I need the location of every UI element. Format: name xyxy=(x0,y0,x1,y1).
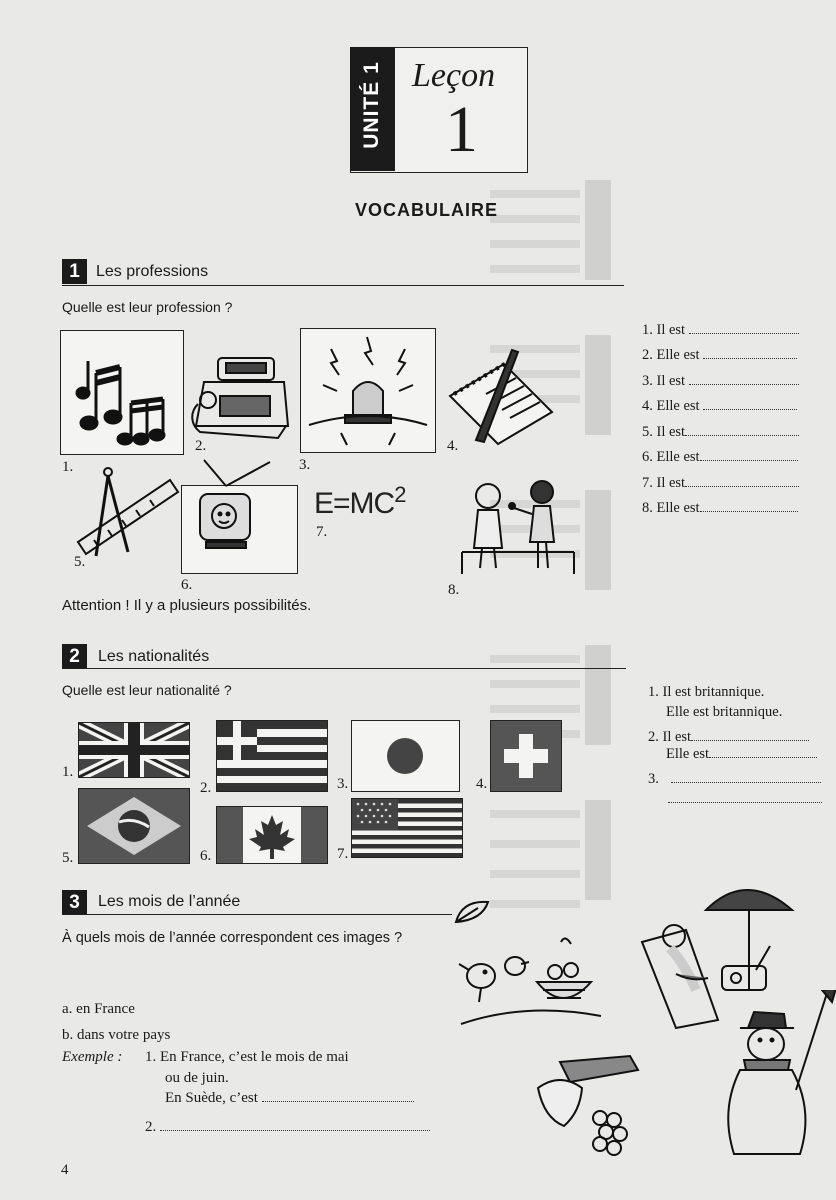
brazil-flag-icon xyxy=(78,788,190,864)
section-3-rule xyxy=(62,914,452,915)
answer-blank[interactable] xyxy=(689,374,799,385)
tv-antenna-icon xyxy=(198,458,278,488)
television-icon xyxy=(182,486,297,573)
picture-number: 8. xyxy=(448,582,460,598)
answer-blank[interactable] xyxy=(685,476,799,487)
answer-blank[interactable] xyxy=(703,399,797,410)
music-notes-icon xyxy=(61,331,183,454)
answer-blank[interactable] xyxy=(689,323,799,334)
nationality-answer-1-line-1: 1. Il est britannique. xyxy=(648,684,765,700)
interview-reporter-icon xyxy=(458,478,578,578)
section-2-question: Quelle est leur nationalité ? xyxy=(62,682,232,698)
picture-number: 6. xyxy=(181,577,193,593)
option-a: a. en France xyxy=(62,1001,135,1017)
siren-picture xyxy=(300,328,436,453)
picture-number: 7. xyxy=(316,524,328,540)
section-1-number: 1 xyxy=(62,259,87,284)
answer-label: 3. xyxy=(648,771,659,787)
picture-number: 2. xyxy=(195,438,207,454)
birds-nest-icon xyxy=(455,930,605,1030)
siren-light-icon xyxy=(301,329,435,452)
page-number: 4 xyxy=(61,1162,69,1178)
usa-flag-icon xyxy=(351,798,463,858)
flag-number: 3. xyxy=(337,776,349,792)
exemple-label: Exemple : xyxy=(62,1049,123,1065)
unite-label-bar xyxy=(350,47,395,171)
picture-number: 3. xyxy=(299,457,311,473)
page-title: VOCABULAIRE xyxy=(355,200,499,220)
flag-number: 4. xyxy=(476,776,488,792)
nationality-answer-2-line-2 xyxy=(666,746,817,763)
flag-number: 5. xyxy=(62,850,74,866)
answer-label: Elle est xyxy=(666,746,710,762)
answer-label: 1. Il est xyxy=(642,322,686,338)
profession-answer-4 xyxy=(642,398,797,415)
answer-label: 7. Il est xyxy=(642,475,686,491)
answer-blank[interactable] xyxy=(691,730,809,741)
japan-flag-icon xyxy=(351,720,460,792)
nationality-answer-1-line-2: Elle est britannique. xyxy=(666,704,783,720)
snowman-icon xyxy=(700,990,836,1160)
profession-answer-1 xyxy=(642,322,799,339)
profession-answer-3 xyxy=(642,373,799,390)
answer-blank[interactable] xyxy=(703,348,797,359)
formula-exponent: 2 xyxy=(394,482,406,507)
picture-number: 1. xyxy=(62,459,74,475)
example-2 xyxy=(145,1119,430,1136)
compass-ruler-icon xyxy=(74,462,184,562)
profession-answer-7 xyxy=(642,475,799,492)
answer-label: 2. Il est xyxy=(648,729,692,745)
answer-label: 2. Elle est xyxy=(642,347,700,363)
answer-blank[interactable] xyxy=(668,792,822,803)
grapes-vine-icon xyxy=(530,1048,650,1158)
answer-label: 6. Elle est xyxy=(642,449,700,465)
picture-number: 4. xyxy=(447,438,459,454)
answer-blank[interactable] xyxy=(262,1091,414,1102)
profession-answer-8 xyxy=(642,500,798,517)
notebook-pen-icon xyxy=(446,344,556,448)
option-b: b. dans votre pays xyxy=(62,1027,171,1043)
answer-blank[interactable] xyxy=(700,450,798,461)
answer-label: 2. xyxy=(145,1119,157,1135)
example-1-line-1: 1. En France, c’est le mois de mai xyxy=(145,1049,349,1065)
cash-register-icon xyxy=(190,352,290,444)
section-2-number: 2 xyxy=(62,644,87,669)
television-picture xyxy=(181,485,298,574)
flag-number: 7. xyxy=(337,846,349,862)
section-3-number: 3 xyxy=(62,890,87,915)
section-1-question: Quelle est leur profession ? xyxy=(62,299,233,315)
lecon-label: Leçon xyxy=(412,57,496,94)
section-1-title: Les professions xyxy=(96,263,209,280)
profession-answer-6 xyxy=(642,449,798,466)
nationality-answer-3-line-2 xyxy=(668,790,822,808)
leaf-icon xyxy=(452,896,492,928)
canada-flag-icon xyxy=(216,806,328,864)
lecon-number: 1 xyxy=(445,93,478,166)
answer-label: En Suède, c’est xyxy=(165,1090,258,1106)
answer-blank[interactable] xyxy=(671,772,821,783)
picture-number: 5. xyxy=(74,554,86,570)
united-kingdom-flag-icon xyxy=(78,722,190,778)
section-1-note: Attention ! Il y a plusieurs possibilités. xyxy=(62,597,312,614)
section-3-title: Les mois de l’année xyxy=(98,893,241,910)
answer-label: 3. Il est xyxy=(642,373,686,389)
answer-label: 5. Il est xyxy=(642,424,686,440)
answer-blank[interactable] xyxy=(700,501,798,512)
section-3-question: À quels mois de l’année correspondent ces images ? xyxy=(62,930,403,946)
formula-text: E=MC xyxy=(314,487,395,520)
example-1-line-3 xyxy=(165,1090,414,1107)
profession-answer-5 xyxy=(642,424,799,441)
answer-blank[interactable] xyxy=(685,425,799,436)
section-1-rule xyxy=(62,285,624,286)
answer-label: 4. Elle est xyxy=(642,398,700,414)
unite-label: UNITÉ 1 xyxy=(360,61,383,149)
flag-number: 2. xyxy=(200,780,212,796)
flag-number: 1. xyxy=(62,764,74,780)
answer-label: 8. Elle est xyxy=(642,500,700,516)
profession-answer-2 xyxy=(642,347,797,364)
einstein-formula xyxy=(314,482,405,521)
flag-number: 6. xyxy=(200,848,212,864)
section-2-rule xyxy=(62,668,626,669)
section-2-title: Les nationalités xyxy=(98,648,210,665)
music-notes-picture xyxy=(60,330,184,455)
nationality-answer-2-line-1 xyxy=(648,729,809,746)
answer-blank[interactable] xyxy=(160,1120,430,1131)
answer-blank[interactable] xyxy=(709,747,817,758)
bleed-through-shadow xyxy=(490,160,640,1010)
nationality-answer-3 xyxy=(648,771,821,788)
switzerland-flag-icon xyxy=(490,720,562,792)
example-1-line-2: ou de juin. xyxy=(165,1070,229,1086)
greece-flag-icon xyxy=(216,720,328,792)
